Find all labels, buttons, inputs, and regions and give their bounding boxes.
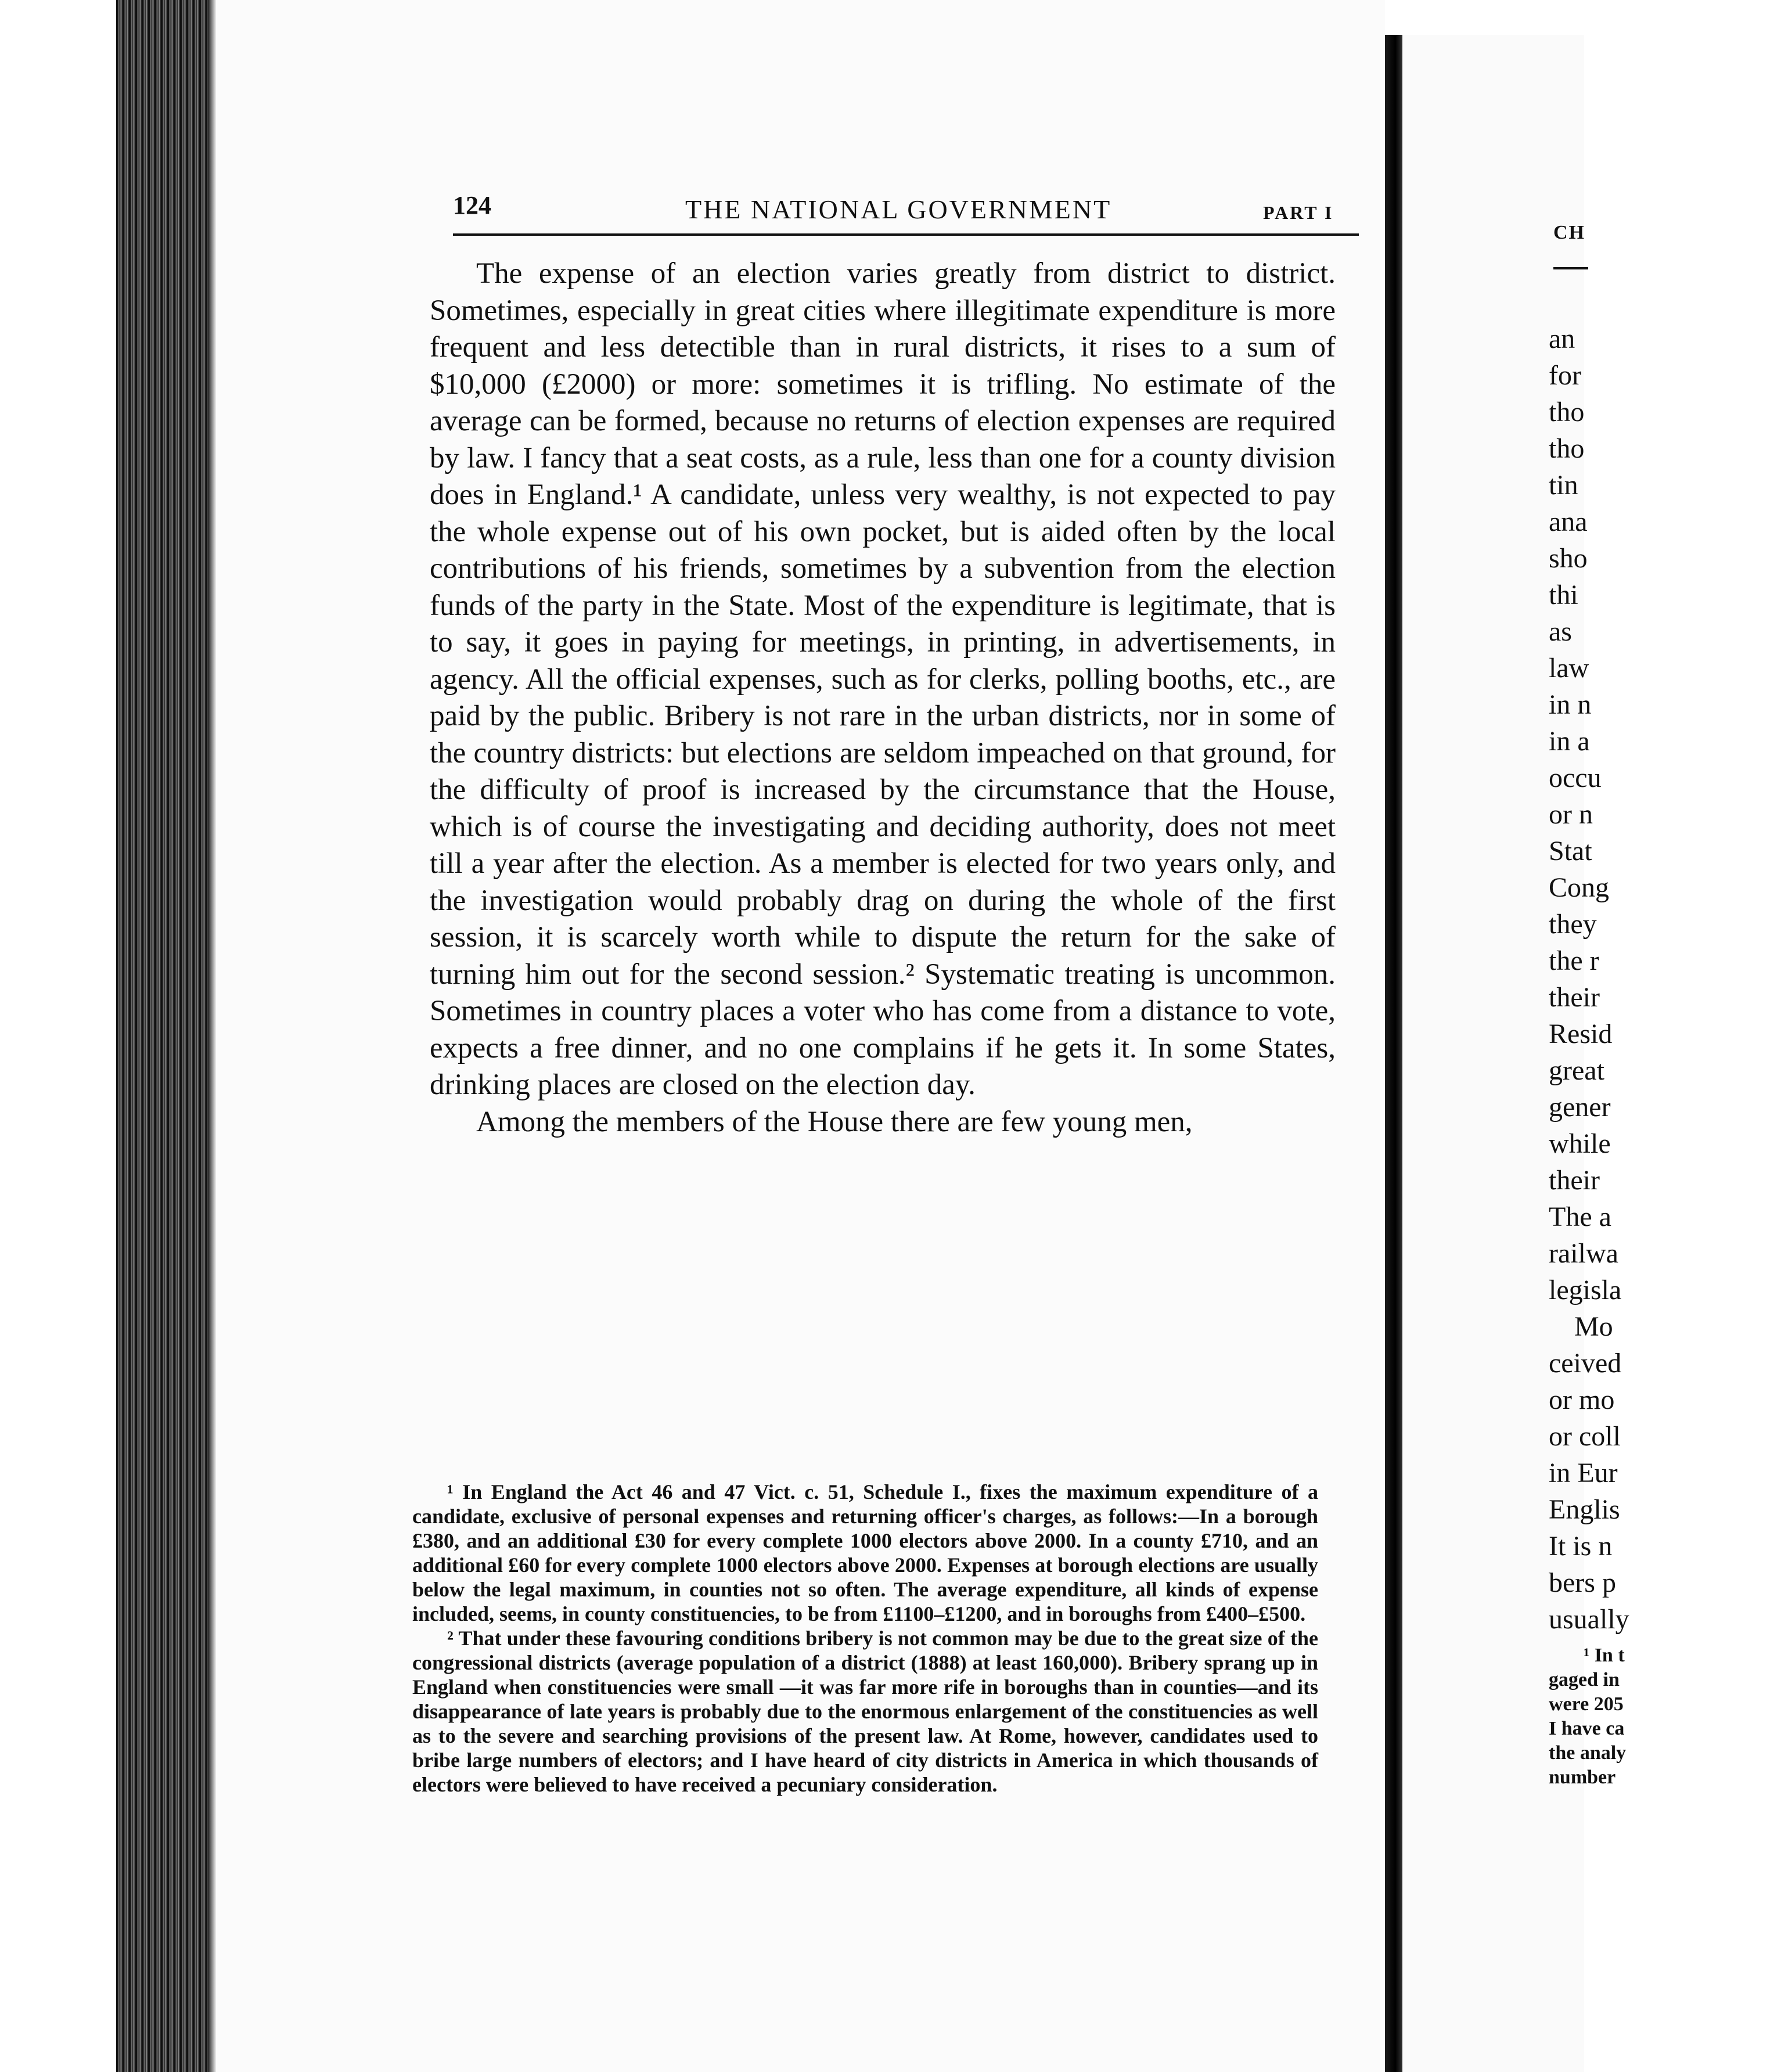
facing-page-line: great bbox=[1549, 1055, 1604, 1086]
paragraph: The expense of an election varies greatly from district to district. Sometimes, especially in great cities where illegitimate expenditure is more frequent and less detectible than in rural districts, it rises to a sum of $10,000 (£2000) or more: sometimes it is trifling. No estimate of the average can be formed, because no returns of election expenses are required by law. I fancy that a seat costs, as a rule, less than one for a county division does in England.¹ A candidate, unless very wealthy, is not expected to pay the whole expense out of his own pocket, but is aided often by the local contributions of his friends, sometimes by a subvention from the election funds of the party in the State. Most of the expenditure is legitimate, that is to say, it goes in paying for meetings, in printing, in advertisements, in agency. All the official expenses, such as for clerks, polling booths, etc., are paid by the public. Bribery is not rare in the urban districts, nor in some of the country districts: but elections are seldom impeached on that ground, for the difficulty of proof is increased by the circumstance that the House, which is of course the investigating and deciding authority, does not meet till a year after the election. As a member is elected for two years only, and the investigation would probably drag on during the whole of the first session, it is scarcely worth while to dispute the return for the sake of turning him out for the second session.² Systematic treating is uncommon. Sometimes in country places a voter who has come from a distance to vote, expects a free dinner, and no one complains if he gets it. In some States, drinking places are closed on the election day. bbox=[430, 257, 1336, 1101]
facing-page-line: sho bbox=[1549, 543, 1588, 574]
facing-page-fragment bbox=[1402, 35, 1629, 2072]
facing-page-header: CH bbox=[1553, 222, 1585, 243]
footnotes bbox=[412, 1480, 1318, 1797]
footnote-2: ² That under these favouring conditions bribery is not common may be due to the great size of the congressional districts (average population of a district (1888) at least 160,000). Bribery sprang up in England when constituencies were small —it was far more rife in boroughs than in counties—and its disappearance of late years is probably due to the enormous enlargement of the constituencies as well as to the severe and searching provisions of the present law. At Rome, however, candidates used to bribe large numbers of electors; and I have heard of city districts in America in which thousands of electors were believed to have received a pecuniary consideration. bbox=[412, 1627, 1318, 1796]
facing-page-line: their bbox=[1549, 982, 1600, 1013]
book-gutter bbox=[1385, 35, 1402, 2072]
facing-page-footnote-line: were 205 bbox=[1549, 1693, 1624, 1715]
facing-page-line: It is n bbox=[1549, 1531, 1613, 1562]
footnote-1: ¹ In England the Act 46 and 47 Vict. c. 51, Schedule I., fixes the maximum expenditure of a candidate, exclusive of personal expenses and returning officer's charges, as follows:—In a borough £380, and an additional £30 for every complete 1000 electors above 2000. In a county £710, and an additional £60 for every complete 1000 electors above 2000. Expenses at borough elections are usually below the legal maximum, in counties not so often. The average expenditure, all kinds of expense included, seems, in county constituencies, to be from £1100–£1200, and in boroughs from £400–£500. bbox=[412, 1480, 1318, 1625]
scan-margin bbox=[0, 0, 122, 2072]
facing-page-line: or coll bbox=[1549, 1421, 1621, 1452]
facing-page-line: law bbox=[1549, 653, 1589, 684]
facing-page-line: their bbox=[1549, 1165, 1600, 1196]
facing-page-footnote-line: number bbox=[1549, 1767, 1616, 1788]
facing-page-footnote-line: gaged in bbox=[1549, 1669, 1620, 1690]
part-label: PART I bbox=[1263, 202, 1334, 223]
facing-page-line: or mo bbox=[1549, 1384, 1615, 1415]
facing-page-line: Mo bbox=[1574, 1311, 1613, 1342]
facing-page-line: ana bbox=[1549, 506, 1588, 537]
page-shadow bbox=[208, 0, 216, 2072]
facing-page-line: in a bbox=[1549, 726, 1590, 757]
facing-page-line: an bbox=[1549, 323, 1575, 354]
facing-page-line: or n bbox=[1549, 799, 1593, 830]
facing-page-line: bers p bbox=[1549, 1567, 1616, 1598]
facing-page-line: tho bbox=[1549, 433, 1585, 464]
facing-page-footnote-line: I have ca bbox=[1549, 1718, 1625, 1739]
book-page-edges bbox=[116, 0, 209, 2072]
facing-page-line: in Eur bbox=[1549, 1458, 1618, 1488]
paragraph: Among the members of the House there are few young men, bbox=[476, 1105, 1193, 1138]
facing-page-line: as bbox=[1549, 616, 1572, 647]
facing-page-line: the r bbox=[1549, 945, 1599, 976]
facing-page-line: Stat bbox=[1549, 836, 1592, 866]
facing-page-footnote-line: the analy bbox=[1549, 1742, 1627, 1764]
facing-page-rule bbox=[1553, 267, 1588, 269]
facing-page-line: Englis bbox=[1549, 1494, 1620, 1525]
facing-page-lines bbox=[1549, 321, 1781, 1638]
facing-page-line: while bbox=[1549, 1128, 1611, 1159]
facing-page-footnote bbox=[1549, 1643, 1626, 1790]
page-header bbox=[453, 186, 1359, 232]
facing-page-line: tin bbox=[1549, 470, 1578, 501]
facing-page-line: legisla bbox=[1549, 1275, 1622, 1305]
page-number: 124 bbox=[453, 191, 491, 220]
facing-page-line: gener bbox=[1549, 1092, 1611, 1123]
facing-page-line: Cong bbox=[1549, 872, 1610, 903]
facing-page-line: for bbox=[1549, 360, 1581, 391]
facing-page-line: railwa bbox=[1549, 1238, 1618, 1269]
header-rule bbox=[453, 233, 1359, 236]
facing-page-line: The a bbox=[1549, 1202, 1611, 1232]
main-text bbox=[430, 256, 1336, 1141]
facing-page-line: thi bbox=[1549, 580, 1578, 610]
facing-page-line: in n bbox=[1549, 689, 1592, 720]
facing-page-footnote-line: ¹ In t bbox=[1584, 1645, 1625, 1666]
facing-page-line: usually bbox=[1549, 1604, 1629, 1635]
running-title: THE NATIONAL GOVERNMENT bbox=[685, 195, 1112, 224]
facing-page-line: occu bbox=[1549, 762, 1602, 793]
facing-page-line: Resid bbox=[1549, 1019, 1613, 1049]
facing-page-line: they bbox=[1549, 909, 1597, 940]
facing-page-line: tho bbox=[1549, 397, 1585, 427]
facing-page-line: ceived bbox=[1549, 1348, 1622, 1379]
